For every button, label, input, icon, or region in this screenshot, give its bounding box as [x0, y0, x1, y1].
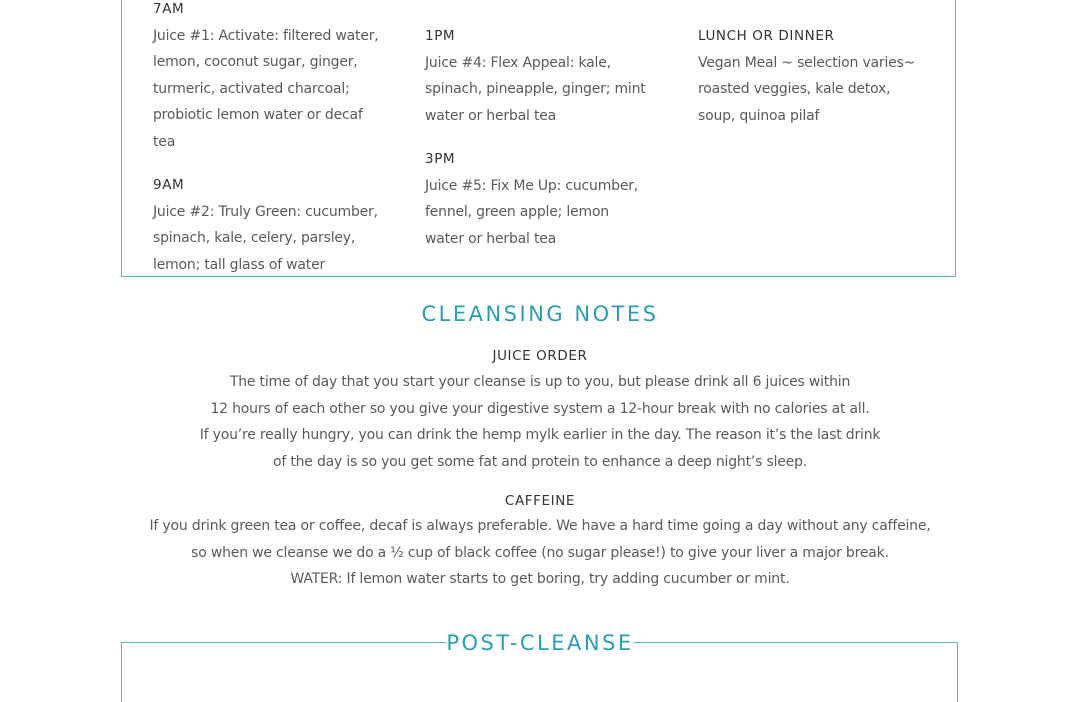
juice-order-line: If you’re really hungry, you can drink the hemp mylk earlier in the day. The reason it’s the last drink [199, 427, 881, 443]
post-cleanse-title-wrap [446, 628, 634, 658]
cleansing-notes-title: CLEANSING NOTES [421, 302, 659, 326]
juice-order-line: of the day is so you get some fat and protein to enhance a deep night’s sleep. [272, 454, 808, 470]
caffeine-line: If you drink green tea or coffee, decaf is always preferable. We have a hard time going a day without any caffeine, [149, 518, 931, 534]
juice-description: Juice #5: Fix Me Up: cucumber, fennel, green apple; lemon water or herbal tea [425, 177, 639, 247]
caffeine-heading: CAFFEINE [504, 493, 576, 509]
post-cleanse-title: POST-CLEANSE [446, 631, 634, 655]
juice-order-line: The time of day that you start your cleanse is up to you, but please drink all 6 juices within [229, 374, 851, 390]
schedule-column-2 [425, 23, 660, 252]
juice-order-heading: JUICE ORDER [492, 348, 588, 364]
time-label: 1PM [425, 28, 456, 44]
caffeine-line: so when we cleanse we do a ½ cup of black coffee (no sugar please!) to give your liver a major break. [191, 545, 889, 561]
juice-description: Juice #1: Activate: filtered water, lemon, coconut sugar, ginger, turmeric, activated charcoal; probiotic lemon water or decaf tea [153, 27, 379, 150]
time-label: 3PM [425, 151, 456, 167]
water-line: WATER: If lemon water starts to get boring, try adding cucumber or mint. [290, 571, 790, 587]
meal-description: Vegan Meal ~ selection varies~ roasted veggies, kale detox, soup, quinoa pilaf [698, 54, 916, 124]
juice-description: Juice #4: Flex Appeal: kale, spinach, pineapple, ginger; mint water or herbal tea [425, 54, 646, 124]
time-label: 7AM [153, 1, 185, 17]
juice-description: Juice #2: Truly Green: cucumber, spinach, kale, celery, parsley, lemon; tall glass of water [153, 203, 378, 273]
juice-order-line: 12 hours of each other so you give your digestive system a 12-hour break with no calories at all. [210, 401, 870, 417]
schedule-column-1 [153, 0, 388, 278]
time-label: LUNCH OR DINNER [698, 28, 835, 44]
schedule-box [121, 0, 956, 277]
time-label: 9AM [153, 177, 185, 193]
schedule-column-3 [698, 23, 933, 129]
